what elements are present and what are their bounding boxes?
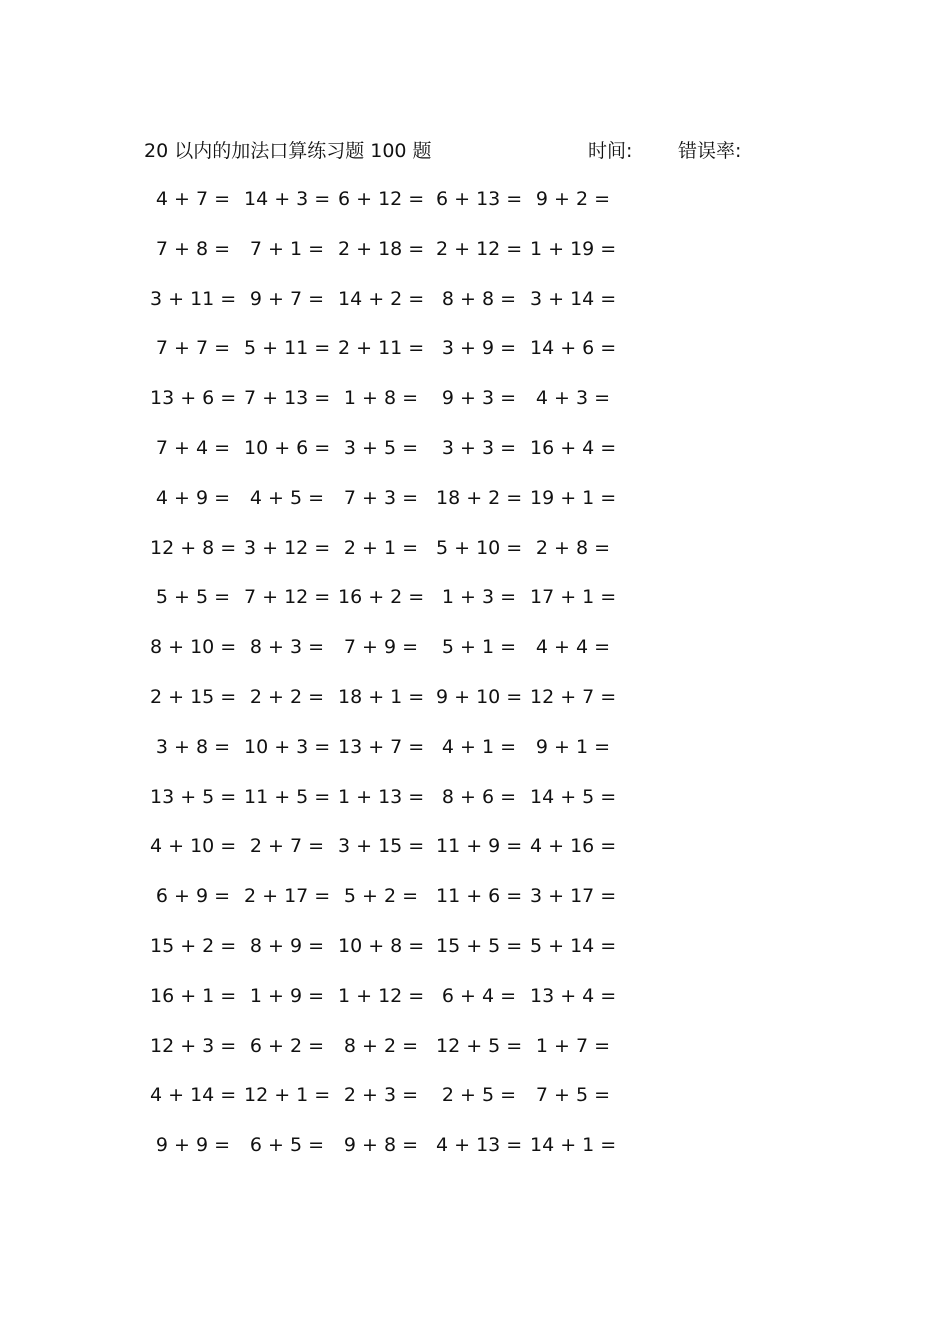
addition-problem: 13 + 4 = [530, 985, 617, 1007]
addition-problem: 7 + 8 = [155, 238, 231, 260]
addition-problem: 3 + 12 = [244, 537, 331, 559]
addition-problem: 8 + 2 = [343, 1035, 419, 1057]
addition-problem: 12 + 3 = [150, 1035, 237, 1057]
addition-problem: 1 + 7 = [535, 1035, 611, 1057]
addition-problem: 2 + 3 = [343, 1084, 419, 1106]
addition-problem: 9 + 10 = [436, 686, 523, 708]
addition-problem: 3 + 9 = [441, 337, 517, 359]
addition-problem: 9 + 9 = [155, 1134, 231, 1156]
addition-problem: 16 + 2 = [338, 586, 425, 608]
addition-problem: 8 + 9 = [249, 935, 325, 957]
addition-problem: 3 + 17 = [530, 885, 617, 907]
addition-problem: 1 + 12 = [338, 985, 425, 1007]
addition-problem: 14 + 6 = [530, 337, 617, 359]
addition-problem: 3 + 3 = [441, 437, 517, 459]
addition-problem: 2 + 17 = [244, 885, 331, 907]
addition-problem: 9 + 1 = [535, 736, 611, 758]
addition-problem: 4 + 10 = [150, 835, 237, 857]
addition-problem: 7 + 9 = [343, 636, 419, 658]
error-rate-label: 错误率: [678, 140, 742, 162]
addition-problem: 19 + 1 = [530, 487, 617, 509]
addition-problem: 11 + 9 = [436, 835, 523, 857]
addition-problem: 13 + 6 = [150, 387, 237, 409]
addition-problem: 16 + 4 = [530, 437, 617, 459]
addition-problem: 1 + 8 = [343, 387, 419, 409]
addition-problem: 9 + 8 = [343, 1134, 419, 1156]
addition-problem: 4 + 3 = [535, 387, 611, 409]
addition-problem: 6 + 13 = [436, 188, 523, 210]
addition-problem: 6 + 2 = [249, 1035, 325, 1057]
addition-problem: 1 + 19 = [530, 238, 617, 260]
addition-problem: 8 + 3 = [249, 636, 325, 658]
addition-problem: 1 + 3 = [441, 586, 517, 608]
addition-problem: 8 + 6 = [441, 786, 517, 808]
addition-problem: 9 + 3 = [441, 387, 517, 409]
addition-problem: 14 + 3 = [244, 188, 331, 210]
addition-problem: 18 + 1 = [338, 686, 425, 708]
addition-problem: 5 + 5 = [155, 586, 231, 608]
addition-problem: 18 + 2 = [436, 487, 523, 509]
addition-problem: 11 + 6 = [436, 885, 523, 907]
addition-problem: 2 + 1 = [343, 537, 419, 559]
addition-problem: 2 + 12 = [436, 238, 523, 260]
addition-problem: 14 + 2 = [338, 288, 425, 310]
addition-problem: 10 + 6 = [244, 437, 331, 459]
addition-problem: 2 + 7 = [249, 835, 325, 857]
addition-problem: 4 + 14 = [150, 1084, 237, 1106]
addition-problem: 2 + 8 = [535, 537, 611, 559]
addition-problem: 10 + 8 = [338, 935, 425, 957]
addition-problem: 12 + 7 = [530, 686, 617, 708]
addition-problem: 15 + 2 = [150, 935, 237, 957]
addition-problem: 3 + 8 = [155, 736, 231, 758]
addition-problem: 15 + 5 = [436, 935, 523, 957]
addition-problem: 14 + 5 = [530, 786, 617, 808]
worksheet-title: 20 以内的加法口算练习题 100 题 [144, 140, 432, 162]
addition-problem: 5 + 14 = [530, 935, 617, 957]
addition-problem: 4 + 13 = [436, 1134, 523, 1156]
addition-problem: 6 + 4 = [441, 985, 517, 1007]
addition-problem: 14 + 1 = [530, 1134, 617, 1156]
addition-problem: 12 + 5 = [436, 1035, 523, 1057]
addition-problem: 5 + 1 = [441, 636, 517, 658]
addition-problem: 12 + 8 = [150, 537, 237, 559]
addition-problem: 3 + 5 = [343, 437, 419, 459]
addition-problem: 4 + 9 = [155, 487, 231, 509]
addition-problem: 1 + 9 = [249, 985, 325, 1007]
addition-problem: 8 + 8 = [441, 288, 517, 310]
addition-problem: 4 + 5 = [249, 487, 325, 509]
addition-problem: 3 + 14 = [530, 288, 617, 310]
addition-problem: 7 + 7 = [155, 337, 231, 359]
addition-problem: 7 + 4 = [155, 437, 231, 459]
addition-problem: 6 + 12 = [338, 188, 425, 210]
addition-problem: 7 + 3 = [343, 487, 419, 509]
addition-problem: 4 + 1 = [441, 736, 517, 758]
addition-problem: 4 + 7 = [155, 188, 231, 210]
addition-problem: 16 + 1 = [150, 985, 237, 1007]
addition-problem: 6 + 5 = [249, 1134, 325, 1156]
addition-problem: 13 + 7 = [338, 736, 425, 758]
addition-problem: 2 + 5 = [441, 1084, 517, 1106]
addition-problem: 7 + 13 = [244, 387, 331, 409]
addition-problem: 1 + 13 = [338, 786, 425, 808]
addition-problem: 13 + 5 = [150, 786, 237, 808]
addition-problem: 3 + 15 = [338, 835, 425, 857]
addition-problem: 9 + 7 = [249, 288, 325, 310]
addition-problem: 9 + 2 = [535, 188, 611, 210]
addition-problem: 4 + 4 = [535, 636, 611, 658]
addition-problem: 7 + 5 = [535, 1084, 611, 1106]
addition-problem: 2 + 15 = [150, 686, 237, 708]
addition-problem: 6 + 9 = [155, 885, 231, 907]
time-label: 时间: [588, 140, 633, 162]
addition-problem: 7 + 12 = [244, 586, 331, 608]
addition-problem: 12 + 1 = [244, 1084, 331, 1106]
addition-problem: 8 + 10 = [150, 636, 237, 658]
addition-problem: 5 + 2 = [343, 885, 419, 907]
addition-problem: 7 + 1 = [249, 238, 325, 260]
addition-problem: 5 + 10 = [436, 537, 523, 559]
addition-problem: 2 + 2 = [249, 686, 325, 708]
addition-problem: 5 + 11 = [244, 337, 331, 359]
addition-problem: 17 + 1 = [530, 586, 617, 608]
addition-problem: 3 + 11 = [150, 288, 237, 310]
addition-problem: 2 + 18 = [338, 238, 425, 260]
addition-problem: 11 + 5 = [244, 786, 331, 808]
addition-problem: 2 + 11 = [338, 337, 425, 359]
addition-problem: 4 + 16 = [530, 835, 617, 857]
addition-problem: 10 + 3 = [244, 736, 331, 758]
